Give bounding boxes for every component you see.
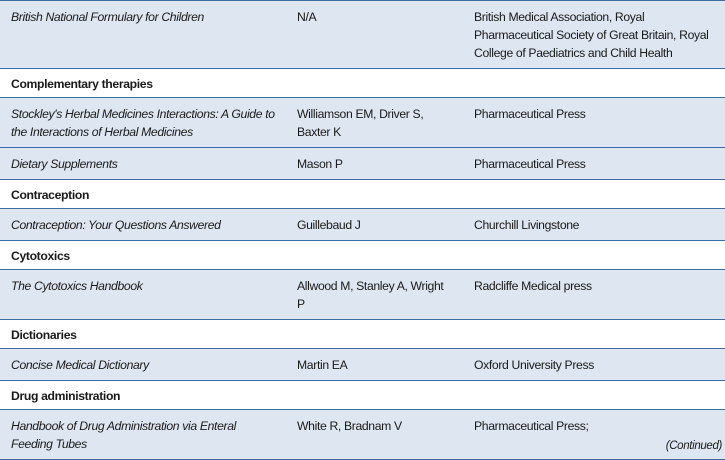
- section-heading: Complementary therapies: [0, 69, 725, 98]
- section-heading: Dictionaries: [0, 320, 725, 349]
- book-authors: Martin EA: [287, 349, 464, 381]
- continued-note: (Continued): [665, 440, 722, 452]
- book-title: Concise Medical Dictionary: [0, 349, 287, 381]
- section-heading: Contraception: [0, 180, 725, 209]
- section-heading: Drug administration: [0, 381, 725, 410]
- table-row: [0, 349, 725, 381]
- book-title: British National Formulary for Children: [0, 1, 287, 69]
- book-publisher: Churchill Livingstone: [464, 209, 725, 241]
- book-title: The Cytotoxics Handbook: [0, 270, 287, 320]
- book-publisher: Pharmaceutical Press;: [464, 410, 725, 460]
- book-publisher: Oxford University Press: [464, 349, 725, 381]
- book-authors: N/A: [287, 1, 464, 69]
- book-authors: Mason P: [287, 148, 464, 180]
- book-publisher: Pharmaceutical Press: [464, 98, 725, 148]
- table-row: [0, 410, 725, 460]
- table-row: [0, 148, 725, 180]
- table-row: [0, 270, 725, 320]
- book-publisher: Radcliffe Medical press: [464, 270, 725, 320]
- section-header-row: [0, 69, 725, 98]
- book-authors: Williamson EM, Driver S, Baxter K: [287, 98, 464, 148]
- book-authors: Allwood M, Stanley A, Wright P: [287, 270, 464, 320]
- book-publisher: Pharmaceutical Press: [464, 148, 725, 180]
- book-authors: Guillebaud J: [287, 209, 464, 241]
- book-title: Contraception: Your Questions Answered: [0, 209, 287, 241]
- section-header-row: [0, 241, 725, 270]
- table-row: [0, 209, 725, 241]
- book-title: Stockley's Herbal Medicines Interactions: A Guide to the Interactions of Herbal Medicines: [0, 98, 287, 148]
- book-title: Handbook of Drug Administration via Enteral Feeding Tubes: [0, 410, 287, 460]
- book-publisher: British Medical Association, Royal Pharmaceutical Society of Great Britain, Royal College of Paediatrics and Child Health: [464, 1, 725, 69]
- table-row: [0, 1, 725, 69]
- section-header-row: [0, 320, 725, 349]
- section-heading: Cytotoxics: [0, 241, 725, 270]
- table-row: [0, 98, 725, 148]
- section-header-row: [0, 180, 725, 209]
- book-authors: White R, Bradnam V: [287, 410, 464, 460]
- section-header-row: [0, 381, 725, 410]
- book-title: Dietary Supplements: [0, 148, 287, 180]
